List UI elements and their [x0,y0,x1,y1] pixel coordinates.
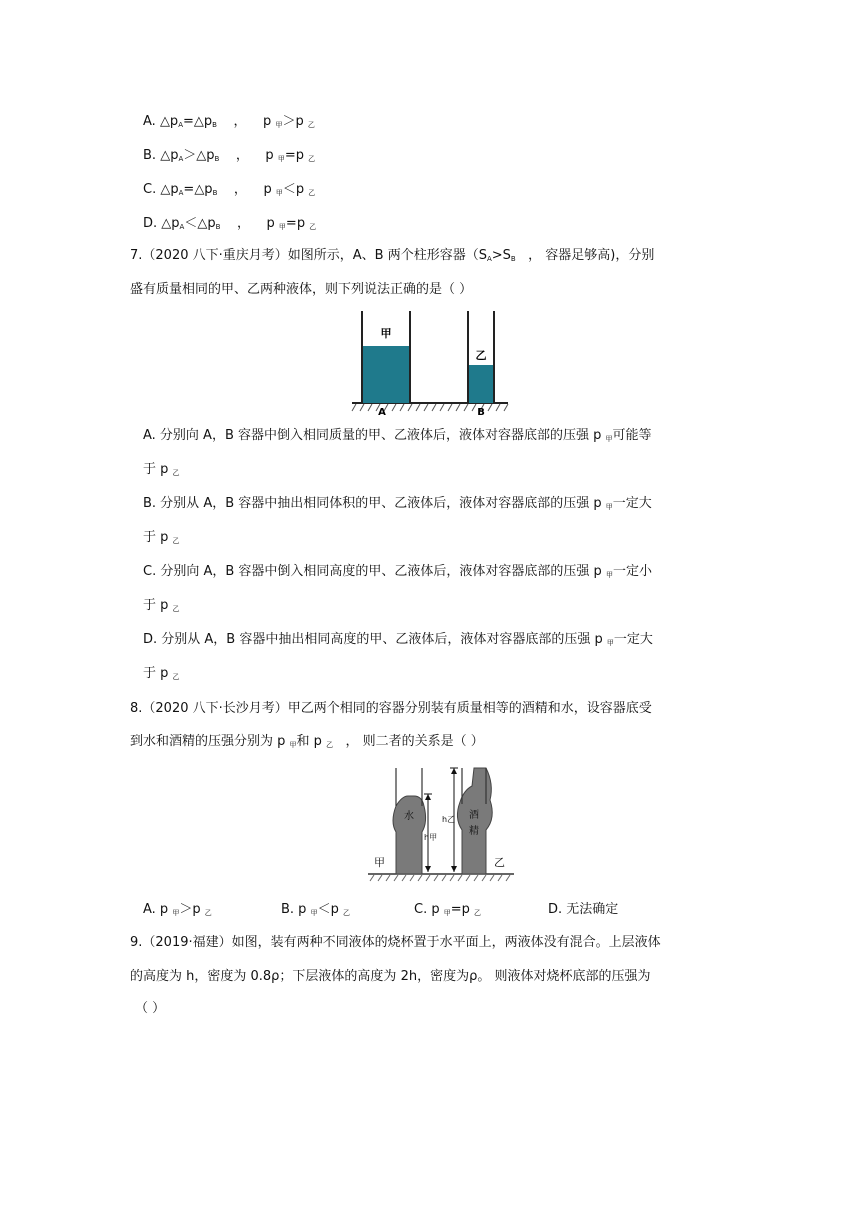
option-text: B. 分别从 A，B 容器中抽出相同体积的甲、乙液体后，液体对容器底部的压强 p [143,496,606,511]
option-text: △p [196,148,215,163]
separator: ， [233,114,247,129]
option-text: p [265,148,274,163]
q9-stem-line3: （ ） [135,1001,166,1016]
operator: = [284,148,296,163]
subscript: 乙 [172,469,180,477]
operator: ＞ [183,148,197,163]
option-text: ＜p [317,902,343,917]
option-text: △p [193,114,213,129]
stem-text: 到水和酒精的压强分别为 p [130,734,290,749]
option-text: p [295,182,305,197]
q7-option-c-line1 [143,561,652,583]
q8-figure [366,764,518,884]
subscript: 甲 [275,121,283,129]
option-text: p [266,216,275,231]
option-text: △p [160,148,179,163]
label-water: 水 [404,811,414,822]
option-letter: C. [143,182,157,197]
option-letter: D. [143,216,158,231]
label-jia: 甲 [380,327,392,340]
label-yi: 乙 [475,349,487,362]
separator: ， [235,148,249,163]
liquid-alcohol [457,768,492,874]
option-text: △p [197,216,216,231]
option-text: p [263,114,272,129]
liquid-jia [362,346,410,403]
subscript: 乙 [309,223,317,231]
subscript: 甲 [277,155,285,163]
label-a: A [378,407,386,417]
q7-option-d-line2 [143,663,180,685]
liquid-yi [468,365,494,403]
option-text: 于 p [143,462,173,477]
q6-option-b [143,145,315,167]
subscript: A [178,189,184,197]
subscript: 甲 [172,909,180,917]
subscript: 甲 [275,189,283,197]
label-jia: 甲 [374,856,385,869]
operator: ＜ [184,216,198,231]
option-text: D. 无法确定 [548,902,619,917]
option-text: △p [194,182,213,197]
q7-option-b-line2 [143,527,180,549]
q8-option-a [143,899,212,921]
option-letter: A. [143,114,156,129]
subscript: A [178,121,183,129]
label-b: B [477,407,485,417]
q8-stem-line2 [130,731,484,753]
subscript: 乙 [307,121,315,129]
subscript: B [215,223,221,231]
label-alcohol-2: 精 [469,826,479,837]
q7-option-b-line1 [143,493,652,515]
option-text: 于 p [143,598,173,613]
option-text: B. p [281,902,311,917]
subscript: 乙 [172,673,180,681]
option-text: =p [450,902,475,917]
subscript: A [486,255,492,263]
ground-hatch [370,875,510,881]
option-text: 于 p [143,530,173,545]
subscript: 甲 [289,741,297,749]
separator: ， [233,182,247,197]
q7-stem-line2: 盛有质量相同的甲、乙两种液体，则下列说法正确的是（ ） [130,282,473,297]
subscript: 乙 [308,189,316,197]
stem-text: >S [491,248,511,263]
operator: ＜ [282,182,296,197]
subscript: B [214,155,220,163]
subscript: 乙 [172,605,180,613]
subscript: 甲 [278,223,286,231]
subscript: 乙 [172,537,180,545]
subscript: B [212,189,218,197]
subscript: 乙 [204,909,212,917]
option-text: p [295,114,304,129]
q7-option-a-line1 [143,425,652,447]
subscript: 乙 [326,741,334,749]
q6-option-c [143,179,315,201]
q7-stem-line1 [130,245,654,267]
option-text: D. 分别从 A，B 容器中抽出相同高度的甲、乙液体后，液体对容器底部的压强 p [143,632,607,647]
operator: = [285,216,297,231]
q6-option-d [143,213,316,235]
option-text: A. 分别向 A，B 容器中倒入相同质量的甲、乙液体后，液体对容器底部的压强 p [143,428,606,443]
subscript: 乙 [308,155,316,163]
liquid-water [393,796,426,874]
subscript: 甲 [605,571,613,579]
subscript: A [178,155,184,163]
subscript: 乙 [342,909,350,917]
option-text: 一定小 [612,564,652,579]
stem-text: ， 容器足够高)，分别 [528,248,655,263]
option-text: p [296,216,306,231]
q9-stem-line1: 9.（2019·福建）如图，装有两种不同液体的烧杯置于水平面上，两液体没有混合。上层液体 [130,935,661,950]
option-text: △p [159,114,179,129]
subscript: 甲 [605,503,613,511]
q7-figure [350,307,512,417]
separator: ， [236,216,250,231]
operator: = [182,114,194,129]
subscript: 甲 [605,435,613,443]
q8-option-b [281,899,350,921]
subscript: 乙 [474,909,482,917]
q7-option-a-line2 [143,459,180,481]
subscript: 甲 [606,639,614,647]
operator: ＞ [282,114,296,129]
label-alcohol-1: 酒 [469,810,479,821]
q8-stem-line1: 8.（2020 八下·长沙月考）甲乙两个相同的容器分别装有质量相等的酒精和水，设容器底受 [130,701,652,716]
option-letter: B. [143,148,157,163]
subscript: A [179,223,185,231]
q6-option-a [143,111,315,133]
subscript: B [510,255,516,263]
stem-text: 7.（2020 八下·重庆月考）如图所示，A、B 两个柱形容器（S [130,248,487,263]
option-text: A. p [143,902,173,917]
q7-option-c-line2 [143,595,180,617]
option-text: ＞p [179,902,205,917]
q8-option-c [414,899,481,921]
option-text: C. 分别向 A，B 容器中倒入相同高度的甲、乙液体后，液体对容器底部的压强 p [143,564,606,579]
subscript: 甲 [443,909,451,917]
operator: = [183,182,195,197]
q8-option-d [548,899,618,921]
label-h-jia: h甲 [424,833,438,842]
option-text: p [295,148,304,163]
label-h-yi: h乙 [442,815,456,824]
stem-text: ， 则二者的关系是（ ） [345,734,484,749]
q9-stem-line2: 的高度为 h，密度为 0.8ρ；下层液体的高度为 2h，密度为ρ。 则液体对烧杯底部的压强为 [130,969,651,984]
option-text: 于 p [143,666,173,681]
option-text: 一定大 [613,632,653,647]
option-text: △p [161,216,180,231]
option-text: p [263,182,272,197]
option-text: 一定大 [612,496,652,511]
label-yi: 乙 [494,856,505,869]
stem-text: 和 p [296,734,327,749]
option-text: △p [160,182,179,197]
option-text: 可能等 [612,428,652,443]
subscript: 甲 [310,909,318,917]
subscript: B [212,121,217,129]
option-text: C. p [414,902,444,917]
q7-option-d-line1 [143,629,653,651]
